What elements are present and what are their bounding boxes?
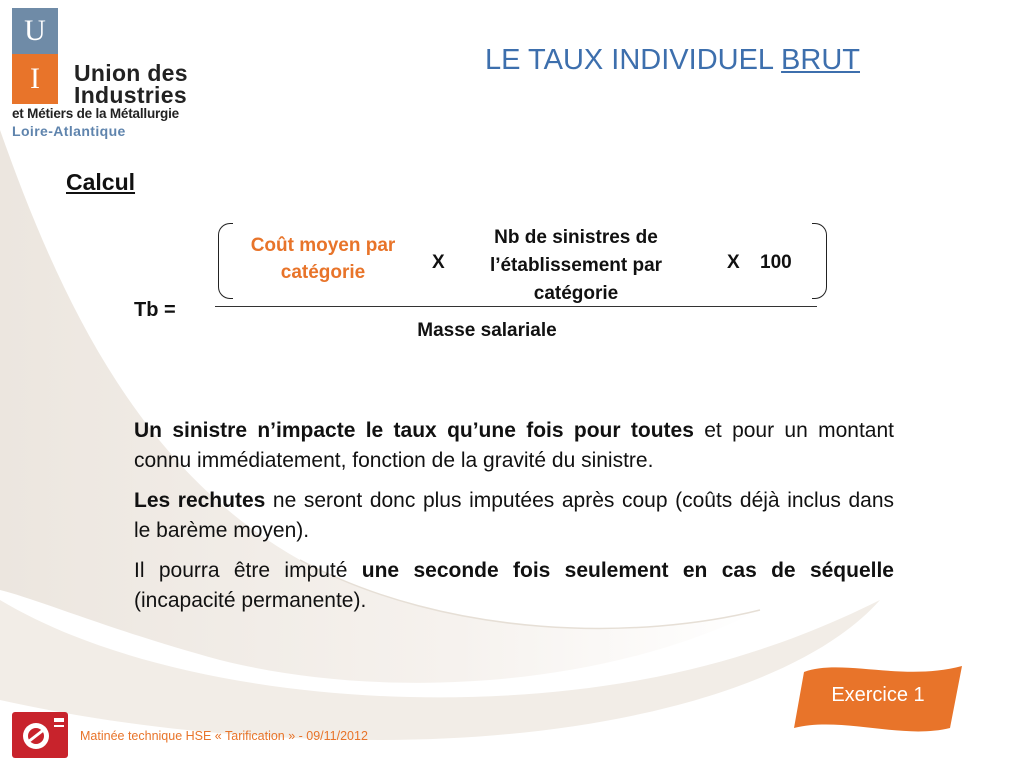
formula-cost-term: Coût moyen par catégorie <box>250 235 396 283</box>
logo-text-line2: Industries <box>74 82 187 108</box>
formula-lhs: Tb = <box>134 299 176 321</box>
paragraph-bold: Un sinistre n’impacte le taux qu’une fois pour toutes <box>134 419 694 442</box>
paragraph <box>134 486 894 546</box>
logo-region: Loire-Atlantique <box>12 123 126 139</box>
logo-letter-i: I <box>30 62 40 95</box>
exercise-badge-label: Exercice 1 <box>831 684 925 706</box>
paragraph <box>134 416 894 476</box>
paragraph-bold: une seconde fois seulement en cas de séquelle <box>361 559 894 582</box>
formula-multiplier: 100 <box>760 252 792 273</box>
footer-logo <box>12 712 68 758</box>
formula-denominator: Masse salariale <box>417 320 557 341</box>
slide-title-main: LE TAUX INDIVIDUEL <box>485 44 782 76</box>
logo-text-line1: Union des <box>74 60 188 86</box>
footer-text: Matinée technique HSE « Tarification » - 09/11/2012 <box>80 729 368 743</box>
logo-text-line3: et Métiers de la Métallurgie <box>12 106 179 121</box>
formula-times-sign: X <box>727 252 740 273</box>
formula-times-sign: X <box>432 252 445 273</box>
paragraph-text: et pour un montant connu immédiatement, fonction de la gravité du sinistre. <box>134 419 894 472</box>
formula-claims-term: Nb de sinistres de l’établissement par catégorie <box>489 227 663 304</box>
slide-title-underlined: BRUT <box>781 44 860 76</box>
paragraph-text: Il pourra être imputé <box>134 559 362 582</box>
section-heading: Calcul <box>66 169 136 195</box>
paragraph-text: ne seront donc plus imputées après coup (coûts déjà inclus dans le barème moyen). <box>134 489 895 542</box>
logo-letter-u: U <box>24 14 46 47</box>
paragraph <box>134 556 894 616</box>
explanation-text <box>134 416 894 626</box>
formula-right-bracket <box>812 223 827 299</box>
paragraph-text: (incapacité permanente). <box>134 589 367 612</box>
slide-title <box>380 44 860 77</box>
formula-fraction-bar <box>215 306 817 307</box>
paragraph-bold: Les rechutes <box>134 489 266 512</box>
exercise-badge <box>792 658 964 734</box>
uimm-logo <box>12 8 192 143</box>
